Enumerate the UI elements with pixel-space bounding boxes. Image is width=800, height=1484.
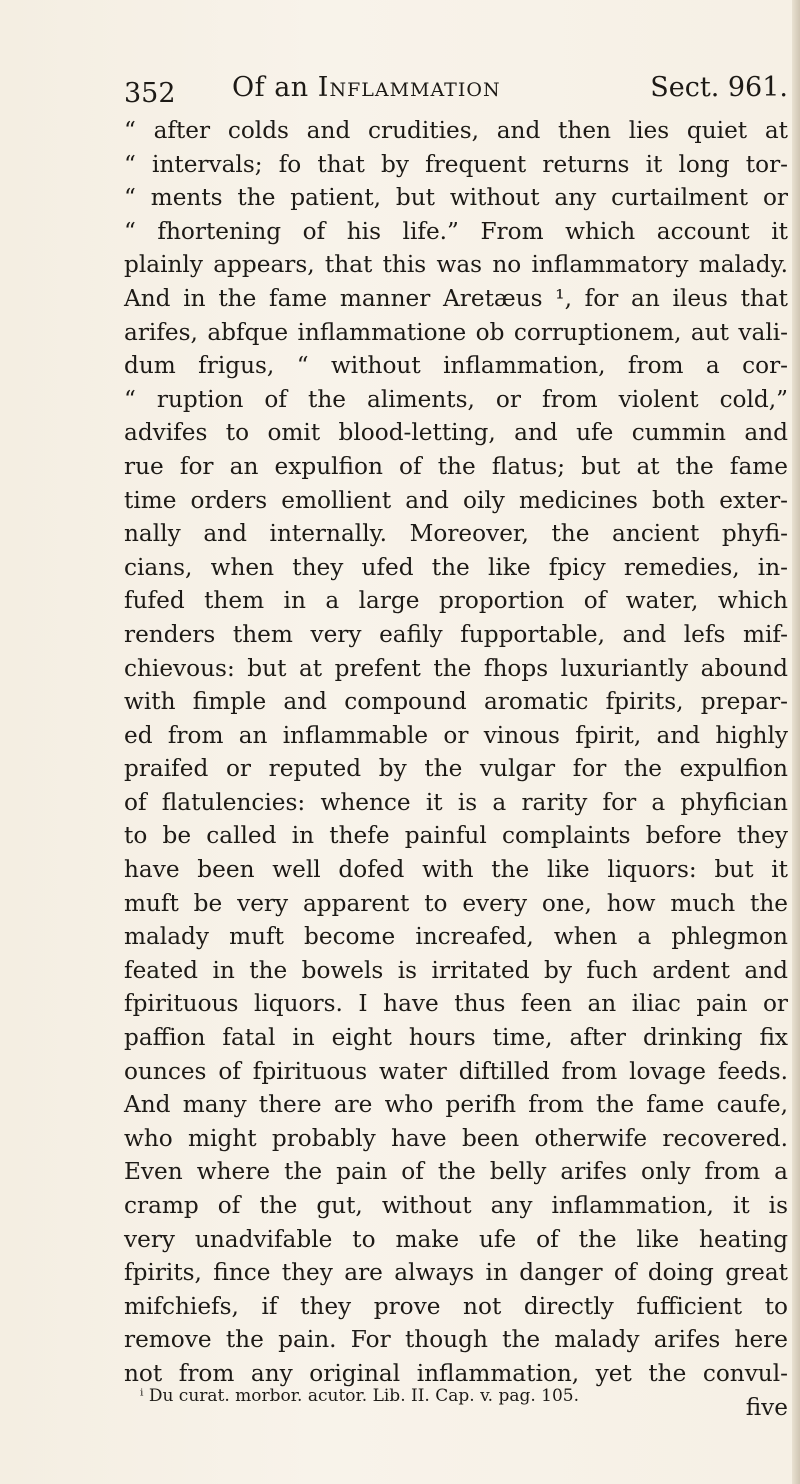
text-line: plainly appears, that this was no inflammatory malady. xyxy=(124,251,788,279)
text-line: And in the fame manner Aretæus ¹, for an ileus that xyxy=(124,284,788,312)
text-line: Even where the pain of the belly arifes only from a xyxy=(124,1158,788,1186)
running-header xyxy=(124,72,794,112)
text-line: fpirits, fince they are always in danger of doing great xyxy=(124,1259,788,1287)
running-title xyxy=(232,72,501,103)
text-line: “ after colds and crudities, and then lies quiet at xyxy=(124,117,788,144)
page-edge xyxy=(792,0,800,1484)
catchword: five xyxy=(745,1393,788,1421)
text-line: mifchiefs, if they prove not directly fufficient to xyxy=(124,1292,788,1320)
text-line: “ ruption of the aliments, or from violent cold,” xyxy=(124,385,788,413)
text-line: dum frigus, “ without inflammation, from a cor- xyxy=(124,352,788,380)
text-line: ed from an inflammable or vinous fpirit, and highly xyxy=(124,721,788,749)
text-line: who might probably have been otherwife recovered. xyxy=(124,1124,788,1152)
text-line: chievous: but at prefent the fhops luxuriantly abound xyxy=(124,654,788,682)
text-line: cramp of the gut, without any inflammation, it is xyxy=(124,1192,788,1219)
text-line: remove the pain. For though the malady arifes here xyxy=(124,1326,788,1354)
text-line: arifes, abfque inflammatione ob corruptionem, aut vali- xyxy=(124,318,788,346)
text-line: malady muft become increafed, when a phlegmon xyxy=(124,923,788,951)
text-line: time orders emollient and oily medicines both exter- xyxy=(124,486,788,514)
footnote xyxy=(140,1386,780,1406)
text-line: advifes to omit blood-letting, and ufe cummin and xyxy=(124,419,788,447)
text-line: muft be very apparent to every one, how much the xyxy=(124,889,788,917)
text-line: fufed them in a large proportion of water, which xyxy=(124,587,788,615)
text-line: of flatulencies: whence it is a rarity for a phyfician xyxy=(124,788,788,816)
text-line: not from any original inflammation, yet the convul- xyxy=(124,1359,788,1387)
text-line: fpirituous liquors. I have thus feen an iliac pain or xyxy=(124,990,788,1018)
text-line: ounces of fpirituous water diftilled from lovage feeds. xyxy=(124,1057,788,1085)
text-line: And many there are who perifh from the fame caufe, xyxy=(124,1091,788,1119)
running-title-keyword: Inflammation xyxy=(317,72,501,103)
running-title-prefix: Of an xyxy=(232,72,318,103)
text-line: feated in the bowels is irritated by fuch ardent and xyxy=(124,956,788,984)
text-line: paffion fatal in eight hours time, after drinking fix xyxy=(124,1024,788,1052)
text-line: “ fhortening of his life.” From which account it xyxy=(124,217,788,245)
text-line: renders them very eafily fupportable, and lefs mif- xyxy=(124,620,788,648)
footnote-marker: ⁱ xyxy=(140,1386,144,1406)
body-text xyxy=(124,114,788,1424)
text-line: nally and internally. Moreover, the ancient phyfi- xyxy=(124,520,788,548)
text-line: rue for an expulfion of the flatus; but at the fame xyxy=(124,452,788,480)
footnote-text: Du curat. morbor. acutor. Lib. II. Cap. v. pag. 105. xyxy=(148,1386,580,1406)
text-line: praifed or reputed by the vulgar for the expulfion xyxy=(124,755,788,783)
text-line: “ intervals; fo that by frequent returns it long tor- xyxy=(124,150,788,178)
text-line: with fimple and compound aromatic fpirits, prepar- xyxy=(124,688,788,716)
text-line: cians, when they ufed the like fpicy remedies, in- xyxy=(124,553,788,581)
section-reference: Sect. 961. xyxy=(650,72,788,103)
page-number: 352 xyxy=(124,78,176,109)
text-line: to be called in thefe painful complaints before they xyxy=(124,822,788,850)
text-line: very unadvifable to make ufe of the like heating xyxy=(124,1225,788,1253)
text-line: “ ments the patient, but without any curtailment or xyxy=(124,184,788,212)
text-line: have been well dofed with the like liquors: but it xyxy=(124,856,788,884)
